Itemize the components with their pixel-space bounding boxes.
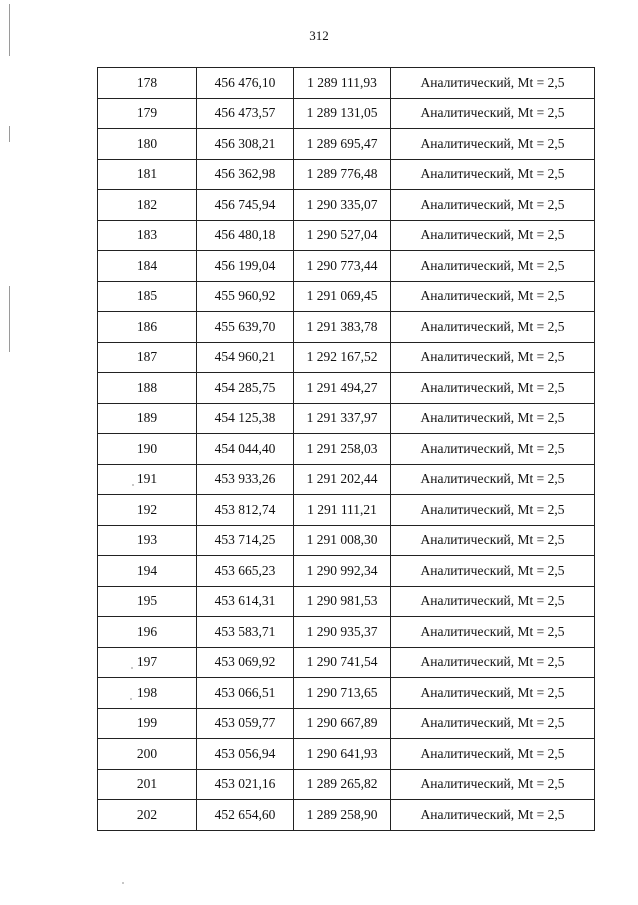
table-row <box>98 769 595 800</box>
y-coordinate-cell: 1 291 383,78 <box>294 312 391 343</box>
y-coordinate-cell: 1 289 265,82 <box>294 769 391 800</box>
method-cell: Аналитический, Mt = 2,5 <box>391 220 595 251</box>
method-cell: Аналитический, Mt = 2,5 <box>391 98 595 129</box>
point-number-cell: 186 <box>98 312 197 343</box>
point-number-cell: 191 <box>98 464 197 495</box>
y-coordinate-cell: 1 289 111,93 <box>294 68 391 99</box>
y-coordinate-cell: 1 292 167,52 <box>294 342 391 373</box>
method-cell: Аналитический, Mt = 2,5 <box>391 251 595 282</box>
table-row <box>98 68 595 99</box>
point-number-cell: 195 <box>98 586 197 617</box>
point-number-cell: 190 <box>98 434 197 465</box>
point-number-cell: 187 <box>98 342 197 373</box>
method-cell: Аналитический, Mt = 2,5 <box>391 129 595 160</box>
method-cell: Аналитический, Mt = 2,5 <box>391 312 595 343</box>
point-number-cell: 188 <box>98 373 197 404</box>
x-coordinate-cell: 453 812,74 <box>197 495 294 526</box>
table-row <box>98 373 595 404</box>
method-cell: Аналитический, Mt = 2,5 <box>391 769 595 800</box>
table-row <box>98 647 595 678</box>
y-coordinate-cell: 1 290 641,93 <box>294 739 391 770</box>
coordinates-table <box>97 67 595 831</box>
x-coordinate-cell: 456 199,04 <box>197 251 294 282</box>
x-coordinate-cell: 453 056,94 <box>197 739 294 770</box>
point-number-cell: 202 <box>98 800 197 831</box>
y-coordinate-cell: 1 291 111,21 <box>294 495 391 526</box>
method-cell: Аналитический, Mt = 2,5 <box>391 708 595 739</box>
point-number-cell: 185 <box>98 281 197 312</box>
method-cell: Аналитический, Mt = 2,5 <box>391 525 595 556</box>
y-coordinate-cell: 1 290 667,89 <box>294 708 391 739</box>
method-cell: Аналитический, Mt = 2,5 <box>391 647 595 678</box>
table-row <box>98 98 595 129</box>
table-row <box>98 586 595 617</box>
point-number-cell: 180 <box>98 129 197 160</box>
point-number-cell: 200 <box>98 739 197 770</box>
point-number-cell: 197 <box>98 647 197 678</box>
method-cell: Аналитический, Mt = 2,5 <box>391 464 595 495</box>
method-cell: Аналитический, Mt = 2,5 <box>391 556 595 587</box>
table-row <box>98 220 595 251</box>
table-row <box>98 129 595 160</box>
point-number-cell: 181 <box>98 159 197 190</box>
point-number-cell: 193 <box>98 525 197 556</box>
y-coordinate-cell: 1 291 202,44 <box>294 464 391 495</box>
method-cell: Аналитический, Mt = 2,5 <box>391 190 595 221</box>
x-coordinate-cell: 454 044,40 <box>197 434 294 465</box>
table-row <box>98 525 595 556</box>
point-number-cell: 201 <box>98 769 197 800</box>
method-cell: Аналитический, Mt = 2,5 <box>391 617 595 648</box>
y-coordinate-cell: 1 290 992,34 <box>294 556 391 587</box>
x-coordinate-cell: 456 476,10 <box>197 68 294 99</box>
table-row <box>98 342 595 373</box>
x-coordinate-cell: 453 021,16 <box>197 769 294 800</box>
y-coordinate-cell: 1 291 494,27 <box>294 373 391 404</box>
table-row <box>98 312 595 343</box>
y-coordinate-cell: 1 290 935,37 <box>294 617 391 648</box>
y-coordinate-cell: 1 291 337,97 <box>294 403 391 434</box>
point-number-cell: 184 <box>98 251 197 282</box>
point-number-cell: 183 <box>98 220 197 251</box>
y-coordinate-cell: 1 289 131,05 <box>294 98 391 129</box>
x-coordinate-cell: 456 308,21 <box>197 129 294 160</box>
table-row <box>98 464 595 495</box>
x-coordinate-cell: 454 125,38 <box>197 403 294 434</box>
y-coordinate-cell: 1 290 773,44 <box>294 251 391 282</box>
method-cell: Аналитический, Mt = 2,5 <box>391 159 595 190</box>
scan-artifact-line <box>9 126 10 142</box>
y-coordinate-cell: 1 290 713,65 <box>294 678 391 709</box>
table-row <box>98 556 595 587</box>
x-coordinate-cell: 454 960,21 <box>197 342 294 373</box>
table-row <box>98 403 595 434</box>
point-number-cell: 182 <box>98 190 197 221</box>
method-cell: Аналитический, Mt = 2,5 <box>391 678 595 709</box>
x-coordinate-cell: 453 933,26 <box>197 464 294 495</box>
y-coordinate-cell: 1 290 527,04 <box>294 220 391 251</box>
x-coordinate-cell: 453 614,31 <box>197 586 294 617</box>
x-coordinate-cell: 456 745,94 <box>197 190 294 221</box>
coordinates-table-body <box>98 68 595 831</box>
table-row <box>98 434 595 465</box>
scan-artifact-line <box>9 286 10 352</box>
method-cell: Аналитический, Mt = 2,5 <box>391 281 595 312</box>
method-cell: Аналитический, Mt = 2,5 <box>391 403 595 434</box>
x-coordinate-cell: 453 069,92 <box>197 647 294 678</box>
method-cell: Аналитический, Mt = 2,5 <box>391 434 595 465</box>
point-number-cell: 194 <box>98 556 197 587</box>
y-coordinate-cell: 1 289 695,47 <box>294 129 391 160</box>
x-coordinate-cell: 456 473,57 <box>197 98 294 129</box>
x-coordinate-cell: 453 583,71 <box>197 617 294 648</box>
method-cell: Аналитический, Mt = 2,5 <box>391 495 595 526</box>
point-number-cell: 178 <box>98 68 197 99</box>
x-coordinate-cell: 456 362,98 <box>197 159 294 190</box>
x-coordinate-cell: 454 285,75 <box>197 373 294 404</box>
table-row <box>98 678 595 709</box>
x-coordinate-cell: 455 639,70 <box>197 312 294 343</box>
method-cell: Аналитический, Mt = 2,5 <box>391 342 595 373</box>
x-coordinate-cell: 456 480,18 <box>197 220 294 251</box>
x-coordinate-cell: 452 654,60 <box>197 800 294 831</box>
table-row <box>98 251 595 282</box>
method-cell: Аналитический, Mt = 2,5 <box>391 68 595 99</box>
x-coordinate-cell: 453 665,23 <box>197 556 294 587</box>
table-row <box>98 617 595 648</box>
y-coordinate-cell: 1 291 008,30 <box>294 525 391 556</box>
table-row <box>98 190 595 221</box>
y-coordinate-cell: 1 290 981,53 <box>294 586 391 617</box>
x-coordinate-cell: 453 714,25 <box>197 525 294 556</box>
y-coordinate-cell: 1 291 069,45 <box>294 281 391 312</box>
x-coordinate-cell: 455 960,92 <box>197 281 294 312</box>
page-number: 312 <box>309 28 329 43</box>
x-coordinate-cell: 453 059,77 <box>197 708 294 739</box>
method-cell: Аналитический, Mt = 2,5 <box>391 739 595 770</box>
point-number-cell: 189 <box>98 403 197 434</box>
y-coordinate-cell: 1 291 258,03 <box>294 434 391 465</box>
table-row <box>98 800 595 831</box>
x-coordinate-cell: 453 066,51 <box>197 678 294 709</box>
point-number-cell: 196 <box>98 617 197 648</box>
y-coordinate-cell: 1 290 335,07 <box>294 190 391 221</box>
method-cell: Аналитический, Mt = 2,5 <box>391 373 595 404</box>
table-row <box>98 495 595 526</box>
table-row <box>98 159 595 190</box>
table-row <box>98 739 595 770</box>
table-row <box>98 708 595 739</box>
point-number-cell: 198 <box>98 678 197 709</box>
point-number-cell: 192 <box>98 495 197 526</box>
scan-artifact-dot <box>122 882 124 884</box>
point-number-cell: 179 <box>98 98 197 129</box>
table-row <box>98 281 595 312</box>
method-cell: Аналитический, Mt = 2,5 <box>391 586 595 617</box>
y-coordinate-cell: 1 289 258,90 <box>294 800 391 831</box>
method-cell: Аналитический, Mt = 2,5 <box>391 800 595 831</box>
point-number-cell: 199 <box>98 708 197 739</box>
y-coordinate-cell: 1 289 776,48 <box>294 159 391 190</box>
y-coordinate-cell: 1 290 741,54 <box>294 647 391 678</box>
